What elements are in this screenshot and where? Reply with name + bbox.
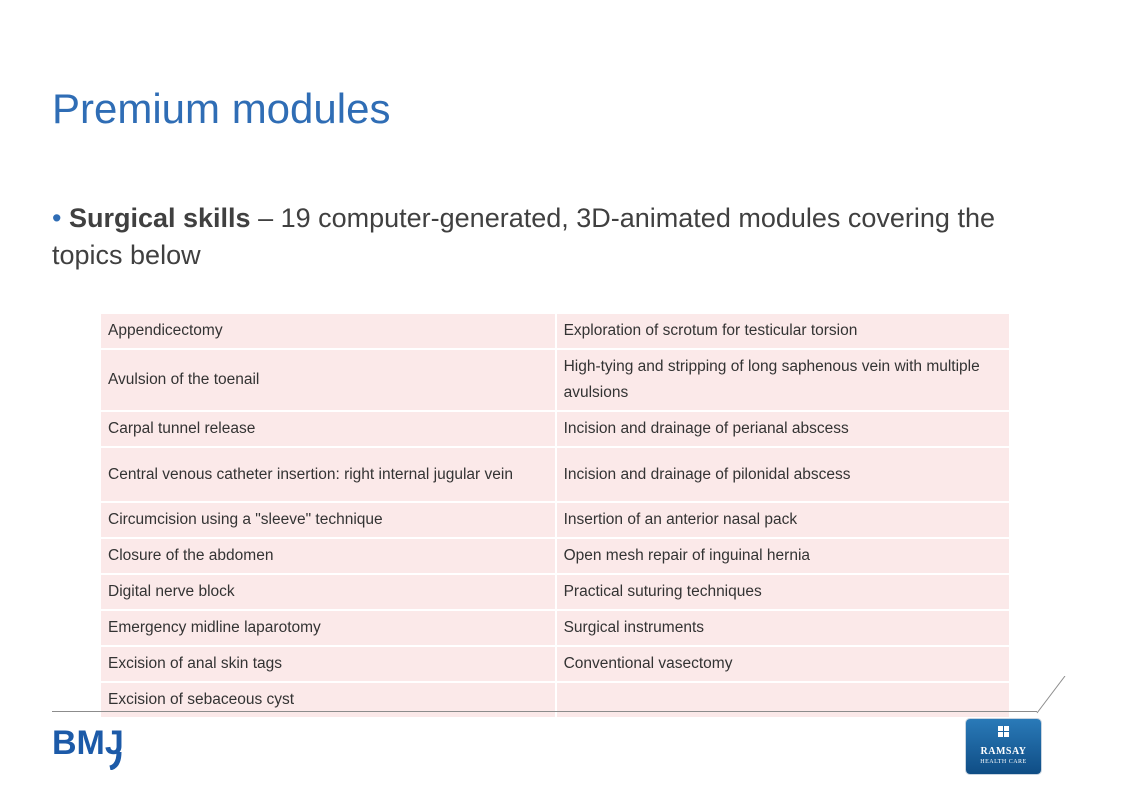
ramsay-logo-subtitle: HEALTH CARE <box>980 759 1027 765</box>
table-cell: Carpal tunnel release <box>100 411 556 447</box>
table-row <box>100 538 1010 574</box>
table-row <box>100 682 1010 718</box>
table-row <box>100 411 1010 447</box>
table-row <box>100 574 1010 610</box>
footer-divider <box>52 711 1037 712</box>
bmj-logo <box>52 726 132 770</box>
table-row <box>100 502 1010 538</box>
table-cell: Insertion of an anterior nasal pack <box>556 502 1010 538</box>
table-cell <box>556 682 1010 718</box>
table-cell: Appendicectomy <box>100 313 556 349</box>
table-cell: Central venous catheter insertion: right internal jugular vein <box>100 447 556 502</box>
slide-title: Premium modules <box>52 85 391 132</box>
table-cell: Exploration of scrotum for testicular torsion <box>556 313 1010 349</box>
table-cell: Incision and drainage of perianal abscess <box>556 411 1010 447</box>
ramsay-health-care-logo <box>966 719 1041 774</box>
table-cell: Practical suturing techniques <box>556 574 1010 610</box>
table-row <box>100 313 1010 349</box>
table-cell: Circumcision using a "sleeve" technique <box>100 502 556 538</box>
footer-slash-line <box>1036 676 1066 714</box>
svg-text:BMJ: BMJ <box>52 726 124 762</box>
table-row <box>100 610 1010 646</box>
table-cell: High-tying and stripping of long saphenous vein with multiple avulsions <box>556 349 1010 411</box>
table-row <box>100 646 1010 682</box>
table-row <box>100 349 1010 411</box>
bullet-point <box>52 200 1012 274</box>
ramsay-logo-name: RAMSAY <box>980 746 1027 757</box>
table-cell: Surgical instruments <box>556 610 1010 646</box>
table-row <box>100 447 1010 502</box>
ramsay-emblem-icon <box>998 726 1009 737</box>
table-cell: Closure of the abdomen <box>100 538 556 574</box>
table-cell: Digital nerve block <box>100 574 556 610</box>
table-cell: Open mesh repair of inguinal hernia <box>556 538 1010 574</box>
table-cell: Excision of sebaceous cyst <box>100 682 556 718</box>
table-cell: Incision and drainage of pilonidal abscess <box>556 447 1010 502</box>
table-cell: Excision of anal skin tags <box>100 646 556 682</box>
bullet-text: – 19 computer-generated, 3D-animated modules covering the topics below <box>52 203 995 270</box>
modules-table <box>99 312 1011 719</box>
table-cell: Conventional vasectomy <box>556 646 1010 682</box>
table-cell: Emergency midline laparotomy <box>100 610 556 646</box>
bullet-marker: • <box>52 203 62 233</box>
table-cell: Avulsion of the toenail <box>100 349 556 411</box>
bullet-bold-text: Surgical skills <box>68 203 251 233</box>
